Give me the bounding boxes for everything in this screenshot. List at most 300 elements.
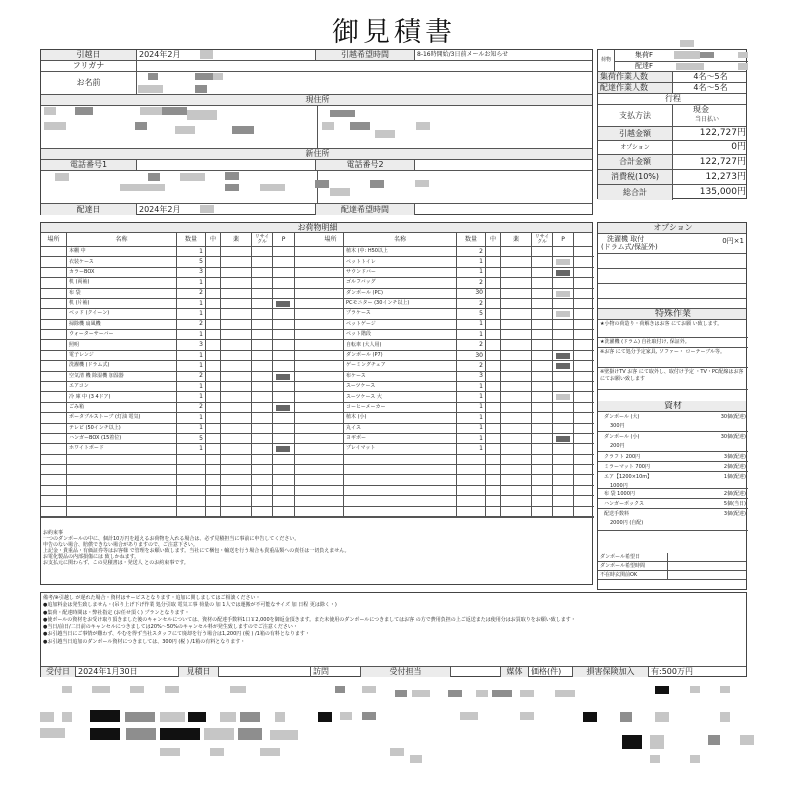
table-cell — [553, 372, 574, 381]
items-header-6: P — [553, 233, 574, 246]
item-name: 布ケース — [344, 372, 457, 381]
item-name: 洗濯機 (ドラム式) — [67, 361, 177, 370]
table-cell — [221, 309, 252, 318]
note-line: 申告のない場合、賠償できない場合がありますので、ご注意下さい。 — [43, 542, 198, 548]
table-cell — [318, 507, 344, 516]
received-value: 2024年1月30日 — [76, 667, 179, 677]
material-row — [598, 432, 748, 452]
item-name: ペットゲージ — [344, 320, 457, 329]
material-row — [598, 462, 748, 472]
redaction-mark — [276, 405, 290, 411]
item-name: ゲーミングチェア — [344, 361, 457, 370]
table-cell — [486, 330, 501, 339]
pickup-staff-value: 4名〜5名 — [693, 72, 728, 81]
table-cell — [486, 309, 501, 318]
table-cell — [318, 475, 344, 484]
table-cell — [486, 507, 501, 516]
item-qty: 3 — [177, 340, 206, 349]
table-cell — [486, 268, 501, 277]
table-cell — [41, 392, 67, 401]
table-cell — [318, 424, 344, 433]
items-header-2: 数量 — [177, 233, 206, 246]
table-cell — [318, 278, 344, 287]
box-time-label: ダンボール希望時間 — [598, 562, 668, 570]
table-cell — [273, 455, 295, 464]
item-qty: 1 — [177, 382, 206, 391]
table-cell — [486, 413, 501, 422]
table-cell — [501, 340, 532, 349]
item-qty: 1 — [177, 299, 206, 308]
table-cell — [501, 330, 532, 339]
delivery-date-label: 配達日 — [41, 204, 137, 215]
table-cell — [273, 351, 295, 360]
items-header-5: リサイクル — [252, 233, 273, 246]
table-cell — [67, 496, 177, 505]
items-header-2: 数量 — [457, 233, 486, 246]
table-cell — [532, 434, 553, 443]
table-cell — [318, 434, 344, 443]
table-cell — [206, 465, 221, 474]
item-qty: 1 — [177, 444, 206, 453]
table-row — [41, 361, 594, 371]
item-qty: 2 — [457, 340, 486, 349]
table-cell — [273, 507, 295, 516]
table-cell — [206, 455, 221, 464]
item-name: 丸イス — [344, 424, 457, 433]
materials-title: 資材 — [663, 401, 682, 411]
item-name: ウォーターサーバー — [67, 330, 177, 339]
new-address-label: 新住所 — [305, 149, 330, 158]
item-name: ペット階段 — [344, 330, 457, 339]
table-cell — [252, 507, 273, 516]
table-cell — [501, 382, 532, 391]
table-cell — [318, 382, 344, 391]
table-row — [41, 309, 594, 319]
material-value: 30個(配達) — [720, 434, 746, 440]
table-cell — [318, 403, 344, 412]
item-name: プラケース — [344, 309, 457, 318]
table-cell — [252, 496, 273, 505]
item-qty: 3 — [177, 268, 206, 277]
table-cell — [318, 309, 344, 318]
pickup-label: 集荷F — [635, 51, 654, 59]
table-cell — [41, 475, 67, 484]
table-cell — [273, 475, 295, 484]
table-cell — [252, 309, 273, 318]
table-cell — [252, 340, 273, 349]
table-cell — [221, 257, 252, 266]
payment-sub: 当日払い — [695, 116, 720, 123]
table-cell — [252, 403, 273, 412]
table-cell — [532, 455, 553, 464]
table-row — [41, 507, 594, 517]
item-qty: 2 — [177, 372, 206, 381]
current-address-label: 現住所 — [305, 95, 330, 104]
table-cell — [273, 257, 295, 266]
table-cell — [206, 247, 221, 256]
table-cell — [553, 320, 574, 329]
table-cell — [501, 403, 532, 412]
table-cell — [221, 361, 252, 370]
table-row — [41, 413, 594, 423]
table-cell — [206, 268, 221, 277]
table-cell — [221, 247, 252, 256]
table-cell — [318, 351, 344, 360]
item-name: ペットトイレ — [344, 257, 457, 266]
payment-label: 支払方法 — [598, 105, 673, 126]
redaction-mark — [556, 436, 570, 442]
table-cell — [206, 340, 221, 349]
table-cell — [252, 486, 273, 495]
option-value: 0円 — [731, 142, 746, 152]
table-cell — [501, 424, 532, 433]
table-cell — [252, 268, 273, 277]
table-cell — [486, 434, 501, 443]
table-cell — [501, 475, 532, 484]
table-cell — [221, 392, 252, 401]
item-name: 電子レンジ — [67, 351, 177, 360]
redaction-mark — [556, 311, 570, 317]
table-cell — [553, 403, 574, 412]
item-qty: 1 — [177, 424, 206, 433]
remarks-block — [40, 592, 747, 677]
pickup-staff-label: 集荷作業人数 — [598, 72, 673, 82]
table-cell — [344, 496, 457, 505]
material-value: 5個(当日) — [723, 501, 746, 507]
table-cell — [206, 444, 221, 453]
table-cell — [221, 444, 252, 453]
table-cell — [318, 247, 344, 256]
item-name: ゴルフバッグ — [344, 278, 457, 287]
cargo-label: 荷物 — [598, 50, 615, 71]
table-cell — [553, 475, 574, 484]
table-cell — [252, 434, 273, 443]
table-row — [41, 455, 594, 465]
remark-line: ●当日/前日/二日前のキャンセルにつきましては20%〜50%のキャンセル料が発生致しますのでご注意ください・ — [43, 624, 298, 630]
table-cell — [221, 320, 252, 329]
redaction-mark — [556, 259, 570, 265]
note-line: 上記金・貴重品・有価証券等はお客様 で管理をお願い致します。当社にて梱包・輸送を行う場合も貴重品類への責任は一切負えません。 — [43, 548, 350, 554]
table-cell — [532, 382, 553, 391]
item-name: プレイマット — [344, 444, 457, 453]
table-cell — [273, 320, 295, 329]
redaction-mark — [556, 291, 570, 297]
table-cell — [553, 444, 574, 453]
table-cell — [221, 330, 252, 339]
items-header-5: リサイクル — [532, 233, 553, 246]
table-cell — [273, 247, 295, 256]
table-cell — [41, 455, 67, 464]
furigana-label: フリガナ — [41, 61, 137, 71]
absence-label: 不在時玄関前OK — [598, 571, 668, 579]
special-row — [598, 348, 748, 368]
table-cell — [177, 496, 206, 505]
table-cell — [501, 392, 532, 401]
option-label: オプション — [598, 141, 673, 154]
table-cell — [501, 278, 532, 287]
material-value: 3個(配達) — [723, 511, 746, 517]
table-cell — [41, 247, 67, 256]
table-cell — [486, 455, 501, 464]
table-cell — [532, 278, 553, 287]
material-name: 布 袋 1000円 — [604, 491, 635, 497]
table-cell — [41, 465, 67, 474]
table-cell — [553, 465, 574, 474]
redaction-mark — [276, 301, 290, 307]
table-cell — [501, 434, 532, 443]
special-row — [598, 320, 748, 338]
table-cell — [532, 475, 553, 484]
material-name: クラフト 200円 — [604, 454, 641, 460]
item-name: コーヒーメーカー — [344, 403, 457, 412]
material-row — [598, 412, 748, 432]
item-qty: 1 — [457, 382, 486, 391]
table-cell — [206, 424, 221, 433]
material-sub: 300円 — [610, 423, 625, 429]
table-cell — [318, 330, 344, 339]
table-row — [41, 486, 594, 496]
delivery-date-value: 2024年2月 — [137, 204, 316, 215]
table-cell — [221, 382, 252, 391]
table-cell — [318, 496, 344, 505]
table-cell — [318, 465, 344, 474]
delivery-staff-label: 配達作業人数 — [598, 83, 673, 93]
table-cell — [41, 507, 67, 516]
table-cell — [273, 413, 295, 422]
moving-fee-value: 122,727円 — [699, 128, 746, 138]
table-cell — [206, 289, 221, 298]
item-name: ダンボール (P7) — [344, 351, 457, 360]
table-cell — [318, 455, 344, 464]
table-cell — [221, 475, 252, 484]
table-cell — [501, 455, 532, 464]
table-row — [41, 351, 594, 361]
table-cell — [221, 434, 252, 443]
items-header-1: 名称 — [67, 233, 177, 246]
material-row — [598, 509, 748, 531]
redaction-mark — [556, 270, 570, 276]
table-cell — [318, 444, 344, 453]
staff-label: 受付担当 — [361, 667, 451, 677]
table-cell — [457, 496, 486, 505]
item-name: ホワイトボード — [67, 444, 177, 453]
table-cell — [318, 257, 344, 266]
table-cell — [67, 475, 177, 484]
table-cell — [532, 299, 553, 308]
table-cell — [501, 465, 532, 474]
table-cell — [501, 320, 532, 329]
item-qty: 1 — [457, 434, 486, 443]
table-row — [41, 465, 594, 475]
item-qty: 1 — [177, 351, 206, 360]
table-cell — [252, 278, 273, 287]
item-qty: 30 — [457, 351, 486, 360]
table-row — [41, 299, 594, 309]
remark-line: ●集荷・配達時間は・弊社指定 (お任せ頂く) プランとなります・ — [43, 609, 190, 616]
moving-date-label: 引越日 — [41, 50, 137, 60]
table-cell — [486, 486, 501, 495]
table-cell — [501, 507, 532, 516]
table-cell — [41, 372, 67, 381]
item-qty: 1 — [177, 278, 206, 287]
table-cell — [532, 351, 553, 360]
item-name: 掃除機 扇風機 — [67, 320, 177, 329]
table-row — [41, 257, 594, 267]
table-row — [41, 247, 594, 257]
table-cell — [501, 496, 532, 505]
item-name: ダンボール (PC) — [344, 289, 457, 298]
table-cell — [252, 289, 273, 298]
items-header-4: 薬 — [501, 233, 532, 246]
table-cell — [273, 465, 295, 474]
item-name: 照明 — [67, 340, 177, 349]
item-name: 植木 (小) — [344, 413, 457, 422]
table-cell — [501, 257, 532, 266]
table-cell — [221, 424, 252, 433]
items-header-0: 場所 — [318, 233, 344, 246]
table-cell — [553, 330, 574, 339]
table-cell — [501, 486, 532, 495]
table-cell — [221, 496, 252, 505]
item-qty: 1 — [457, 392, 486, 401]
table-cell — [532, 361, 553, 370]
item-qty: 2 — [457, 278, 486, 287]
table-cell — [67, 486, 177, 495]
table-cell — [221, 413, 252, 422]
table-cell — [344, 475, 457, 484]
item-qty: 2 — [177, 289, 206, 298]
table-cell — [532, 486, 553, 495]
payment-value: 現金 — [693, 105, 709, 114]
grand-total-label: 総合計 — [598, 185, 673, 200]
items-table-title: お荷物明細 — [297, 223, 338, 232]
item-name: 本棚 中 — [67, 247, 177, 256]
table-cell — [206, 496, 221, 505]
insurance-label: 損害保険加入 — [573, 667, 649, 677]
table-cell — [318, 268, 344, 277]
note-line: お支払元に関わらず、この見積書は・発送人 とのお約束事です。 — [43, 560, 189, 566]
table-cell — [41, 382, 67, 391]
table-cell — [318, 392, 344, 401]
table-cell — [221, 289, 252, 298]
table-cell — [553, 299, 574, 308]
table-cell — [553, 278, 574, 287]
item-name: PCモニター (30インチ以上) — [344, 299, 457, 308]
table-cell — [344, 486, 457, 495]
phone2-label: 電話番号2 — [316, 160, 415, 170]
table-row — [41, 278, 594, 288]
table-cell — [553, 486, 574, 495]
table-cell — [41, 289, 67, 298]
remark-line: 備考/※引越し が遅れた場合・資材はサービスとなります・追加に関しましてはご相談ください・ — [43, 595, 261, 601]
table-cell — [252, 424, 273, 433]
material-value: 2個(配達) — [723, 491, 746, 497]
table-cell — [41, 434, 67, 443]
table-cell — [206, 475, 221, 484]
item-qty: 2 — [457, 361, 486, 370]
special-work-title: 特殊作業 — [654, 309, 691, 319]
table-cell — [206, 413, 221, 422]
table-cell — [273, 268, 295, 277]
table-cell — [486, 278, 501, 287]
table-cell — [532, 340, 553, 349]
table-cell — [532, 320, 553, 329]
phone1-label: 電話番号1 — [41, 160, 137, 170]
media-label: 媒体 — [501, 667, 529, 677]
table-cell — [532, 496, 553, 505]
table-cell — [252, 455, 273, 464]
material-name: ダンボール (大) — [604, 414, 640, 420]
table-cell — [221, 351, 252, 360]
table-cell — [206, 507, 221, 516]
table-cell — [221, 340, 252, 349]
redaction-mark — [556, 363, 570, 369]
material-row — [598, 499, 748, 509]
item-qty: 5 — [457, 309, 486, 318]
table-cell — [41, 257, 67, 266]
table-cell — [221, 268, 252, 277]
item-qty: 1 — [177, 392, 206, 401]
table-cell — [486, 444, 501, 453]
table-cell — [486, 340, 501, 349]
table-cell — [252, 361, 273, 370]
table-cell — [501, 351, 532, 360]
table-cell — [177, 507, 206, 516]
table-cell — [318, 486, 344, 495]
redaction-mark — [556, 394, 570, 400]
table-cell — [486, 382, 501, 391]
desired-time-label: 引越希望時間 — [316, 50, 415, 60]
table-cell — [206, 299, 221, 308]
table-cell — [532, 392, 553, 401]
item-name: 自転車 (大人用) — [344, 340, 457, 349]
material-row — [598, 472, 748, 489]
table-cell — [486, 351, 501, 360]
table-cell — [221, 372, 252, 381]
table-cell — [553, 247, 574, 256]
remark-line: ●使ボールの資材をお受け取り頂きました後のキャンセルについては、資材の配達手数料1口￥2,000を御返金頂きます。また未使用のダンボールにつきましてはお客 の方で費用負担の上ご返送または使用分はお買取りをお願い致します・ — [43, 616, 576, 623]
table-cell — [501, 268, 532, 277]
items-table — [40, 222, 593, 585]
table-cell — [318, 340, 344, 349]
table-cell — [532, 413, 553, 422]
special-row — [598, 368, 748, 390]
table-cell — [273, 309, 295, 318]
items-header-0: 場所 — [41, 233, 67, 246]
material-value: 30個(配達) — [720, 414, 746, 420]
table-row — [41, 268, 594, 278]
table-cell — [221, 507, 252, 516]
item-qty: 30 — [457, 289, 486, 298]
table-cell — [206, 382, 221, 391]
table-cell — [252, 444, 273, 453]
item-name: 空気清 機 除湿機 加湿器 — [67, 372, 177, 381]
table-cell — [344, 507, 457, 516]
table-cell — [221, 486, 252, 495]
table-cell — [486, 496, 501, 505]
table-cell — [273, 382, 295, 391]
table-row — [41, 403, 594, 413]
table-cell — [553, 413, 574, 422]
desired-time-value: 8-16時開始/3日前メールお知らせ — [417, 51, 509, 58]
schedule-label: 行程 — [665, 94, 681, 103]
table-cell — [532, 507, 553, 516]
item-name: 机 (両袖) — [67, 278, 177, 287]
delivery-time-label: 配達希望時間 — [316, 204, 415, 215]
table-cell — [532, 403, 553, 412]
table-cell — [553, 507, 574, 516]
table-cell — [206, 320, 221, 329]
